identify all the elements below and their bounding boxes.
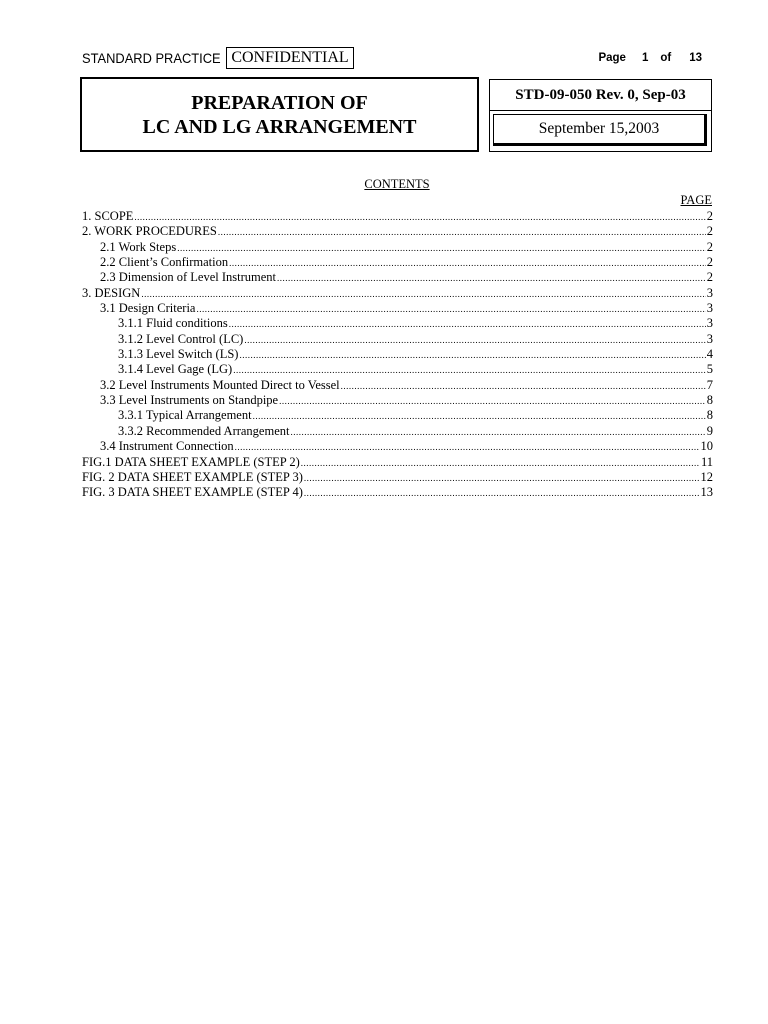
toc-entry-label: 1. SCOPE — [82, 209, 134, 223]
toc-entry[interactable] — [82, 470, 713, 485]
toc-dot-leader — [244, 333, 705, 347]
toc-entry-page: 4 — [706, 347, 713, 362]
toc-dot-leader — [304, 471, 700, 485]
toc-dot-leader — [229, 317, 706, 331]
document-info-box — [489, 79, 712, 152]
toc-entry-page: 2 — [706, 255, 713, 270]
title-box — [80, 77, 479, 152]
toc-dot-leader — [290, 425, 705, 439]
toc-dot-leader — [253, 409, 706, 423]
toc-dot-leader — [304, 486, 700, 500]
toc-entry[interactable] — [82, 301, 713, 316]
toc-entry-label: 3. DESIGN — [82, 285, 141, 300]
toc-entry-label: 3.3 Level Instruments on Standpipe — [100, 393, 279, 408]
toc-entry-label: 3.2 Level Instruments Mounted Direct to Vessel — [100, 377, 340, 392]
toc-entry-page: 12 — [700, 469, 713, 484]
toc-entry-page: 8 — [706, 393, 713, 408]
toc-entry-label: 2. WORK PROCEDURES — [82, 224, 217, 239]
toc-dot-leader — [134, 210, 705, 224]
toc-entry-page: 3 — [706, 285, 713, 300]
toc-entry-label: 3.1.3 Level Switch (LS) — [118, 347, 239, 362]
toc-entry-page: 5 — [706, 362, 713, 377]
toc-dot-leader — [279, 394, 706, 408]
toc-entry-label: 3.1.2 Level Control (LC) — [118, 331, 244, 346]
toc-dot-leader — [218, 225, 706, 239]
toc-entry-page: 2 — [706, 224, 713, 239]
toc-entry-page: 3 — [706, 301, 713, 316]
toc-dot-leader — [235, 440, 700, 454]
toc-entry-page: 9 — [706, 423, 713, 438]
document-date: September 15,2003 — [493, 114, 707, 146]
toc-dot-leader — [341, 379, 706, 393]
toc-entry[interactable] — [82, 332, 713, 347]
toc-entry-label: 2.2 Client’s Confirmation — [100, 255, 229, 270]
toc-entry-label: FIG. 3 DATA SHEET EXAMPLE (STEP 4) — [82, 485, 303, 500]
page-indicator — [598, 52, 702, 64]
table-of-contents — [82, 209, 713, 501]
toc-entry-label: 3.1.4 Level Gage (LG) — [118, 362, 233, 377]
toc-entry-page: 2 — [706, 209, 713, 223]
contents-heading: CONTENTS — [364, 177, 430, 191]
toc-entry-page: 13 — [700, 485, 713, 500]
page-of: of — [660, 52, 672, 64]
toc-entry[interactable] — [82, 424, 713, 439]
toc-entry-page: 3 — [706, 331, 713, 346]
toc-entry[interactable] — [82, 455, 713, 470]
toc-entry-page: 8 — [706, 408, 713, 423]
header-left — [82, 47, 233, 69]
toc-entry[interactable] — [82, 255, 713, 270]
toc-entry-label: FIG. 2 DATA SHEET EXAMPLE (STEP 3) — [82, 469, 303, 484]
document-title-line-2: LC AND LG ARRANGEMENT — [142, 115, 417, 138]
standard-practice-label: STANDARD PRACTICE — [82, 50, 221, 66]
document-number: STD-09-050 Rev. 0, Sep-03 — [490, 80, 711, 111]
toc-entry-label: 3.1.1 Fluid conditions — [118, 316, 228, 331]
document-title-line-1: PREPARATION OF — [191, 91, 368, 114]
toc-entry-label: FIG.1 DATA SHEET EXAMPLE (STEP 2) — [82, 454, 300, 469]
toc-entry-label: 2.1 Work Steps — [100, 239, 177, 254]
page-column-heading: PAGE — [680, 193, 712, 207]
toc-entry-label: 3.4 Instrument Connection — [100, 439, 234, 454]
toc-entry[interactable] — [82, 485, 713, 500]
toc-entry[interactable] — [82, 240, 713, 255]
toc-dot-leader — [277, 271, 706, 285]
toc-entry[interactable] — [82, 439, 713, 454]
toc-dot-leader — [239, 348, 705, 362]
toc-dot-leader — [301, 456, 700, 470]
toc-dot-leader — [233, 363, 706, 377]
toc-entry-label: 2.3 Dimension of Level Instrument — [100, 270, 277, 285]
toc-entry-page: 7 — [706, 377, 713, 392]
page-label: Page — [598, 52, 626, 64]
toc-entry[interactable] — [82, 209, 713, 224]
toc-dot-leader — [196, 302, 705, 316]
toc-entry[interactable] — [82, 408, 713, 423]
toc-entry-page: 10 — [700, 439, 713, 454]
page-total: 13 — [689, 52, 702, 64]
toc-dot-leader — [141, 287, 705, 301]
toc-dot-leader — [177, 241, 706, 255]
toc-entry-label: 3.3.1 Typical Arrangement — [118, 408, 252, 423]
toc-entry[interactable] — [82, 316, 713, 331]
toc-entry[interactable] — [82, 362, 713, 377]
toc-entry[interactable] — [82, 378, 713, 393]
toc-entry[interactable] — [82, 347, 713, 362]
toc-entry[interactable] — [82, 270, 713, 285]
toc-dot-leader — [229, 256, 706, 270]
page-current: 1 — [641, 52, 649, 64]
toc-entry-page: 2 — [706, 239, 713, 254]
confidential-label: CONFIDENTIAL — [226, 47, 354, 69]
toc-entry-page: 11 — [700, 454, 713, 469]
toc-entry-label: 3.1 Design Criteria — [100, 301, 196, 316]
toc-entry-label: 3.3.2 Recommended Arrangement — [118, 423, 290, 438]
toc-entry-page: 2 — [706, 270, 713, 285]
toc-entry[interactable] — [82, 224, 713, 239]
toc-entry[interactable] — [82, 393, 713, 408]
toc-entry[interactable] — [82, 286, 713, 301]
toc-entry-page: 3 — [706, 316, 713, 331]
